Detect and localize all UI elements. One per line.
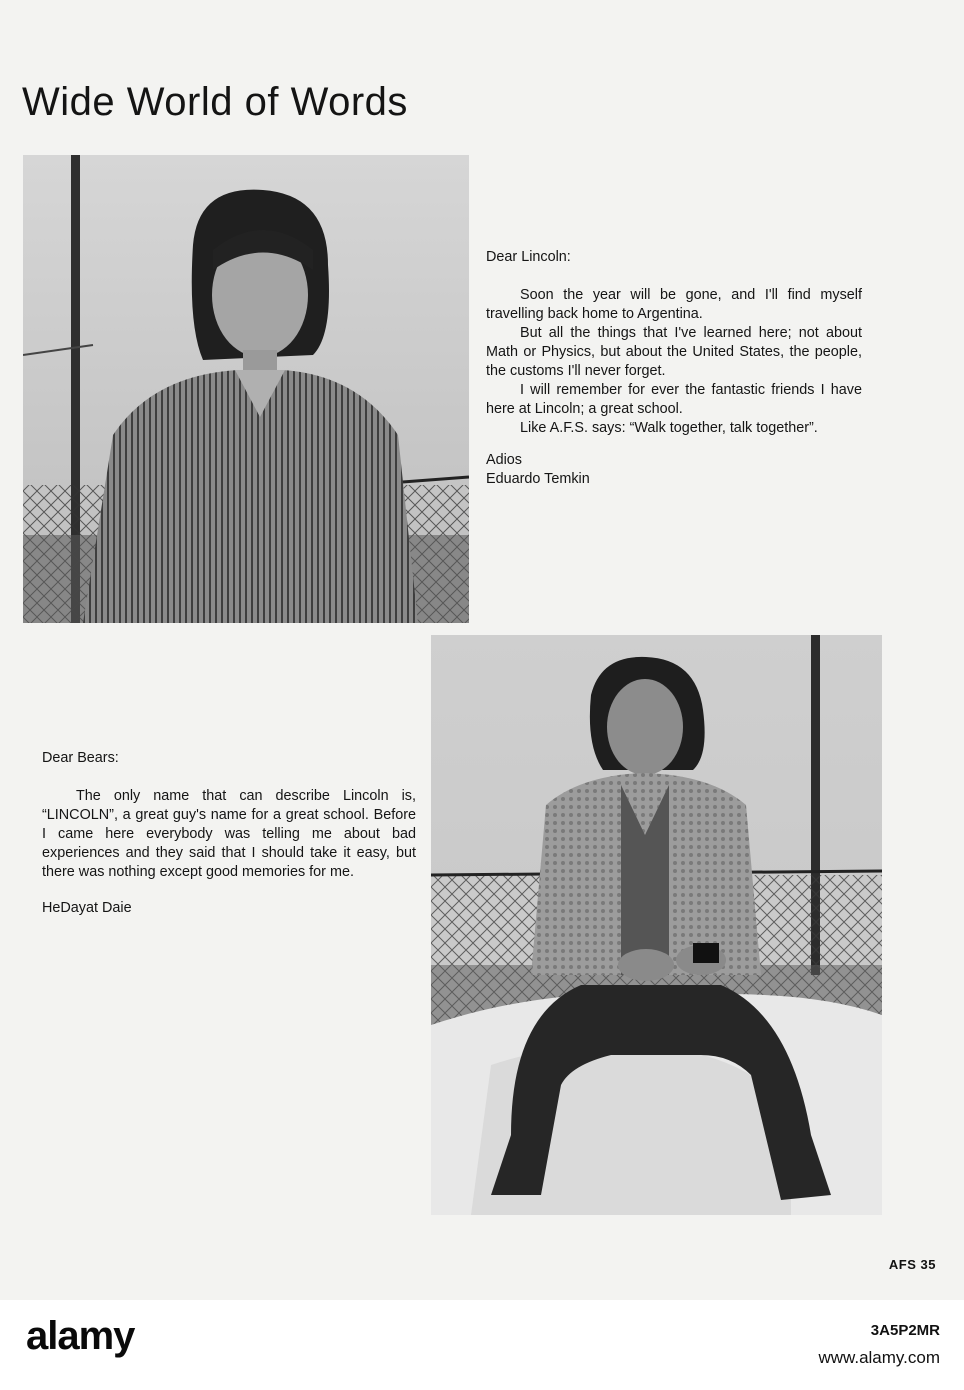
page-number: AFS 35: [888, 1257, 936, 1272]
letter-salutation: Dear Bears:: [42, 750, 119, 766]
page-title: Wide World of Words: [22, 80, 408, 124]
letter-paragraph: But all the things that I've learned here; not about Math or Physics, but about the United States, the people, the customs I'll never forget.: [486, 325, 862, 379]
letter-eduardo: [486, 248, 862, 489]
letter-paragraph: The only name that can describe Lincoln is, “LINCOLN”, a great guy's name for a great school. Before I came here everybody was telling me about bad experiences and they said that I should take it easy, but there was nothing except good memories for me.: [42, 788, 416, 880]
letter-paragraph: I will remember for ever the fantastic friends I have here at Lincoln; a great school.: [486, 382, 862, 417]
letter-salutation: Dear Lincoln:: [486, 249, 571, 265]
portrait-photo-eduardo-image: [23, 155, 469, 623]
brand-logo: alamy: [26, 1314, 135, 1358]
watermark-footer: [0, 1300, 964, 1390]
portrait-photo-eduardo: [23, 155, 469, 623]
letter-signature: Eduardo Temkin: [486, 471, 590, 487]
letter-paragraph: Like A.F.S. says: “Walk together, talk together”.: [520, 420, 818, 436]
site-url: www.alamy.com: [818, 1348, 940, 1367]
image-id: 3A5P2MR: [870, 1322, 940, 1339]
letter-signature: HeDayat Daie: [42, 900, 132, 916]
letter-paragraph: Soon the year will be gone, and I'll find myself travelling back home to Argentina.: [486, 287, 862, 322]
portrait-photo-hedayat-image: [431, 635, 882, 1215]
letter-hedayat: [42, 749, 416, 918]
portrait-photo-hedayat: [431, 635, 882, 1215]
letter-closing: Adios: [486, 452, 522, 468]
